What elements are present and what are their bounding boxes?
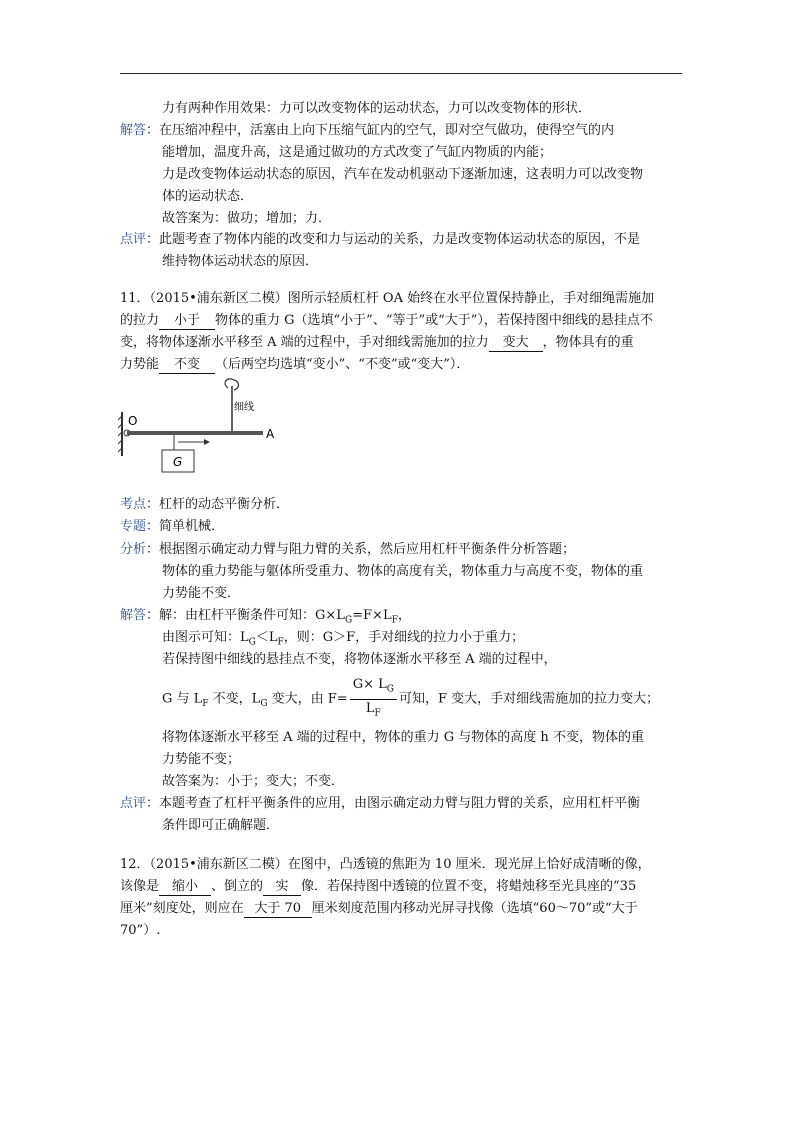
kaodian-label: 考点 — [120, 497, 147, 512]
q11-answer-1: 小于 — [159, 313, 215, 330]
q12-answer-3: 大于 70 — [244, 901, 312, 918]
q12-answer-2: 实 — [263, 879, 301, 896]
final-answer: 故答案为：小于；变大；不变． — [162, 774, 345, 789]
formula-line: G 与 $L_F$ 不变，$L_G$ 变大，由 F= $\frac{G\times L_G}{L_F}$ 可知，F 变大，手对细线需施加的拉力变大； — [162, 676, 659, 724]
text-line: 将物体逐渐水平移至 A 端的过程中，物体的重力 G 与物体的高度 h 不变，物体的重 — [162, 730, 644, 745]
text-line: 能增加，温度升高，这是通过做功的方式改变了气缸内物质的内能； — [162, 145, 553, 160]
formula-fraction: $\frac{G\times L_G}{L_F}$ — [350, 676, 397, 722]
q12-stem: 12．（2015•浦东新区二模）在图中，凸透镜的焦距为 10 厘米．现光屏上恰好成清晰的像， — [120, 857, 651, 872]
label-o: O — [128, 414, 138, 428]
final-answer: 故答案为：做功；增加；力． — [162, 211, 332, 226]
answer-line — [120, 123, 614, 139]
answer-label: 解答 — [120, 123, 147, 138]
text-line: 力势能不变； — [162, 752, 241, 767]
text-line: 条件即可正确解题． — [162, 818, 280, 833]
label-a: A — [266, 427, 275, 441]
q11-answer-2: 变大 — [489, 335, 543, 352]
text-line: 物体的重力势能与躯体所受重力、物体的高度有关，物体重力与高度不变，物体的重 — [162, 564, 644, 579]
text-line: 由图示可知：$L_G<L_F$，则：G＞F，手对细线的拉力小于重力； — [162, 630, 525, 648]
q11-stem: 11．（2015•浦东新区二模）图所示轻质杠杆 OA 始终在水平位置保持静止，手对细绳需施加 — [120, 291, 655, 306]
q11-stem: 变，将物体逐渐水平移至 A 端的过程中，手对细线需施加的拉力 变大 ，物体具有的重 — [120, 335, 634, 350]
dianping-line: 点评：本题考查了杠杆平衡条件的应用，由图示确定动力臂与阻力臂的关系，应用杠杆平衡 — [120, 796, 641, 811]
answer-text: ：在压缩冲程中，活塞由上向下压缩气缸内的空气，即对空气做功，使得空气的内 — [146, 123, 615, 138]
label-g: G — [173, 455, 183, 469]
text-line: 维持物体运动状态的原因． — [162, 254, 319, 269]
fenxi-label: 分析 — [120, 542, 147, 557]
jieda-label: 解答 — [120, 608, 147, 623]
q12-stem: 70”）. — [120, 923, 161, 938]
comment-text: ：此题考查了物体内能的改变和力与运动的关系，力是改变物体运动状态的原因，不是 — [146, 232, 641, 247]
lever-figure — [118, 378, 288, 478]
q12-answer-1: 缩小 — [159, 879, 211, 896]
kaodian-line: 考点：杠杆的动态平衡分析． — [120, 497, 290, 512]
text-line: 力是改变物体运动状态的原因，汽车在发动机驱动下逐渐加速，这表明力可以改变物 — [162, 167, 644, 182]
label-string: 细线 — [234, 402, 254, 413]
zhuanti-label: 专题 — [120, 519, 147, 534]
text-line: 力势能不变． — [162, 586, 241, 601]
fenxi-line: 分析：根据图示确定动力臂与阻力臂的关系，然后应用杠杆平衡条件分析答题； — [120, 542, 576, 557]
text-line: 体的运动状态． — [162, 189, 254, 204]
comment-line — [120, 232, 640, 248]
dianping-label: 点评 — [120, 796, 147, 811]
q11-stem: 的拉力 小于 物体的重力 G（选填“小于”、“等于”或“大于”），若保持图中细线的悬挂点不 — [120, 313, 653, 328]
q12-stem: 该像是 缩小 、倒立的 实 像．若保持图中透镜的位置不变，将蜡烛移至光具座的“35 — [120, 879, 637, 894]
zhuanti-line: 专题：简单机械． — [120, 519, 225, 534]
comment-label: 点评 — [120, 232, 147, 247]
q11-stem: 力势能 不变 （后两空均选填“变小”、“不变”或“变大”）． — [120, 357, 470, 372]
jieda-line: 解答：解：由杠杆平衡条件可知：$G\times L_G=F\times L_F$， — [120, 608, 411, 626]
text-line: 力有两种作用效果：力可以改变物体的运动状态，力可以改变物体的形状． — [162, 101, 592, 116]
lever-bar — [127, 431, 263, 435]
q12-stem: 厘米”刻度处，则应在 大于 70 厘米刻度范围内移动光屏寻找像（选填“60～70”或“大于 — [120, 901, 638, 916]
q11-answer-3: 不变 — [159, 357, 215, 374]
header-rule — [120, 73, 682, 74]
text-line: 若保持图中细线的悬挂点不变，将物体逐渐水平移至 A 端的过程中， — [162, 652, 557, 667]
